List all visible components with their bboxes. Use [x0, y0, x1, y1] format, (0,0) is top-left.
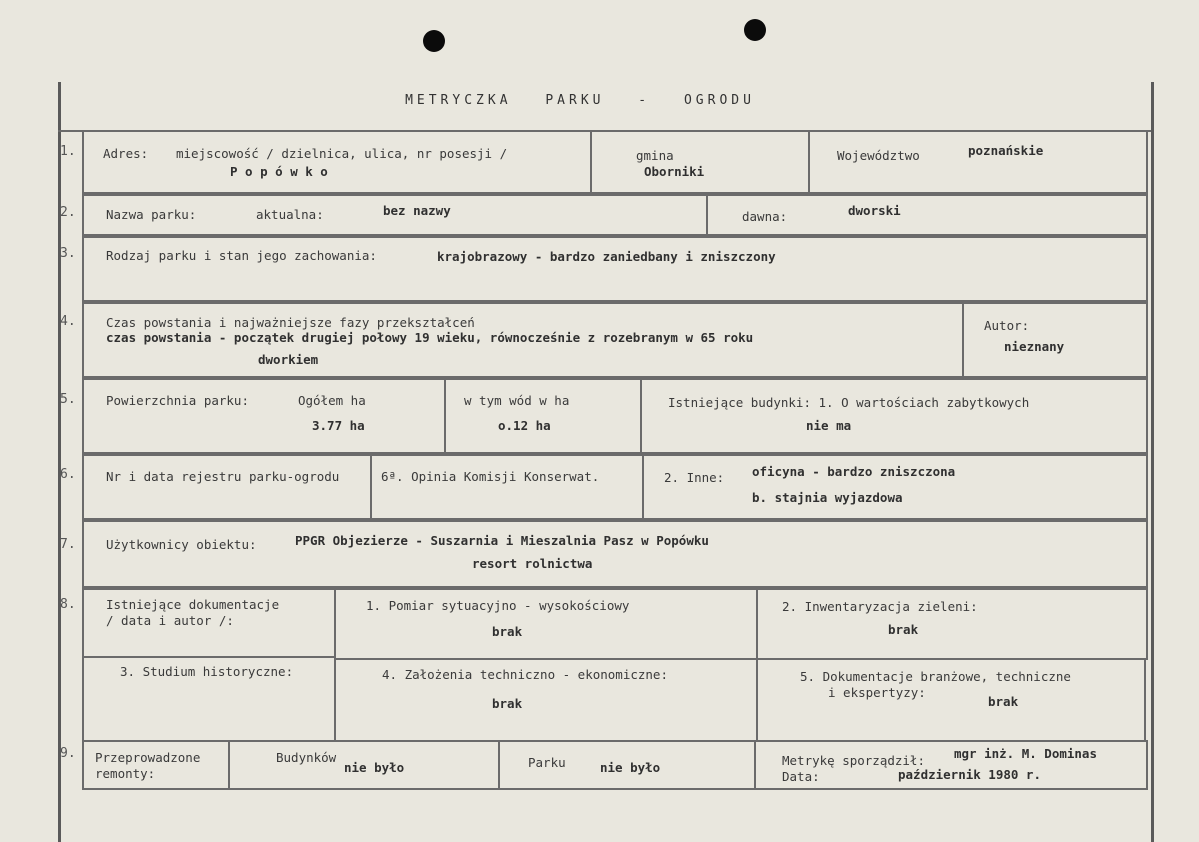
former-name-value: dworski	[848, 203, 901, 218]
compiled-by-label: Metrykę sporządził:	[782, 753, 925, 768]
users-value-line2: resort rolnictwa	[472, 556, 593, 571]
address-hint: miejscowość / dzielnica, ulica, nr posesji /	[176, 146, 508, 161]
tech-label: 4. Założenia techniczno - ekonomiczne:	[382, 667, 668, 682]
former-name-label: dawna:	[742, 209, 788, 224]
divider	[82, 656, 336, 658]
row-number: 1.	[60, 144, 76, 159]
author-label: Autor:	[984, 318, 1030, 333]
buildings-repairs-label: Budynków	[276, 750, 337, 765]
register-label: Nr i data rejestru parku-ogrodu	[106, 469, 340, 484]
register-cell	[82, 454, 372, 520]
row-number: 2.	[60, 205, 76, 220]
row-number: 8.	[60, 597, 76, 612]
current-name-value: bez nazwy	[383, 203, 451, 218]
park-type-cell	[82, 236, 1148, 302]
address-value: P o p ó w k o	[230, 164, 328, 179]
form-title: METRYCZKA PARKU - OGRODU	[405, 93, 755, 108]
voivodeship-label: Województwo	[837, 148, 920, 163]
history-value-line1: czas powstania - początek drugiej połowy 19 wieku, równocześnie z rozebranym w 65 roku	[106, 330, 754, 345]
opinion-label: 6ª. Opinia Komisji Konserwat.	[381, 469, 600, 484]
history-value-line2: dworkiem	[258, 352, 319, 367]
repairs-label-line1: Przeprowadzone	[95, 750, 201, 765]
date-label: Data:	[782, 769, 820, 784]
docs-label-line2: / data i autor /:	[106, 613, 234, 628]
buildings-repairs-value: nie było	[344, 760, 405, 775]
docs-label-line1: Istniejące dokumentacje	[106, 597, 280, 612]
row-number: 7.	[60, 537, 76, 552]
address-cell	[82, 130, 592, 194]
area-total-value: 3.77 ha	[312, 418, 365, 433]
author-value: nieznany	[1004, 339, 1065, 354]
users-cell	[82, 520, 1148, 588]
gmina-label: gmina	[636, 148, 674, 163]
row-number: 9.	[60, 746, 76, 761]
water-area-value: o.12 ha	[498, 418, 551, 433]
buildings-cell	[640, 378, 1148, 454]
water-area-label: w tym wód w ha	[464, 393, 570, 408]
other-buildings-label: 2. Inne:	[664, 470, 725, 485]
tech-value: brak	[492, 696, 523, 711]
compiled-by-value: mgr inż. M. Dominas	[954, 746, 1097, 761]
area-cell	[82, 378, 446, 454]
gmina-cell	[590, 130, 810, 194]
park-repairs-value: nie było	[600, 760, 661, 775]
park-type-label: Rodzaj parku i stan jego zachowania:	[106, 248, 377, 263]
area-label: Powierzchnia parku:	[106, 393, 249, 408]
park-type-value: krajobrazowy - bardzo zaniedbany i zniszczony	[437, 249, 776, 264]
historic-buildings-value: nie ma	[806, 418, 852, 433]
users-label: Użytkownicy obiektu:	[106, 537, 257, 552]
voivodeship-value: poznańskie	[968, 143, 1044, 158]
punch-hole-left	[423, 30, 445, 52]
current-name-label: aktualna:	[256, 207, 324, 222]
survey-label: 1. Pomiar sytuacyjno - wysokościowy	[366, 598, 630, 613]
row-number: 4.	[60, 314, 76, 329]
other-buildings-value-line1: oficyna - bardzo zniszczona	[752, 464, 956, 479]
park-name-label: Nazwa parku:	[106, 207, 197, 222]
historic-buildings-label: Istniejące budynki: 1. O wartościach zabytkowych	[668, 395, 1030, 410]
history-label: Czas powstania i najważniejsze fazy przekształceń	[106, 315, 475, 330]
gmina-value: Oborniki	[644, 164, 705, 179]
punch-hole-right	[744, 19, 766, 41]
row-number: 3.	[60, 246, 76, 261]
users-value-line1: PPGR Objezierze - Suszarnia i Mieszalnia Pasz w Popówku	[295, 533, 709, 548]
water-cell	[444, 378, 642, 454]
branch-docs-value: brak	[988, 694, 1019, 709]
row-number: 6.	[60, 467, 76, 482]
opinion-cell	[370, 454, 644, 520]
survey-value: brak	[492, 624, 523, 639]
area-total-label: Ogółem ha	[298, 393, 366, 408]
park-repairs-label: Parku	[528, 755, 566, 770]
greenery-label: 2. Inwentaryzacja zieleni:	[782, 599, 978, 614]
date-value: październik 1980 r.	[898, 767, 1041, 782]
branch-docs-label-line1: 5. Dokumentacje branżowe, techniczne	[800, 669, 1071, 684]
repairs-cell	[82, 740, 230, 790]
repairs-label-line2: remonty:	[95, 766, 156, 781]
branch-docs-label-line2: i ekspertyzy:	[828, 685, 926, 700]
row-number: 5.	[60, 392, 76, 407]
address-label: Adres:	[103, 146, 149, 161]
history-study-label: 3. Studium historyczne:	[120, 664, 294, 679]
greenery-value: brak	[888, 622, 919, 637]
other-buildings-value-line2: b. stajnia wyjazdowa	[752, 490, 903, 505]
